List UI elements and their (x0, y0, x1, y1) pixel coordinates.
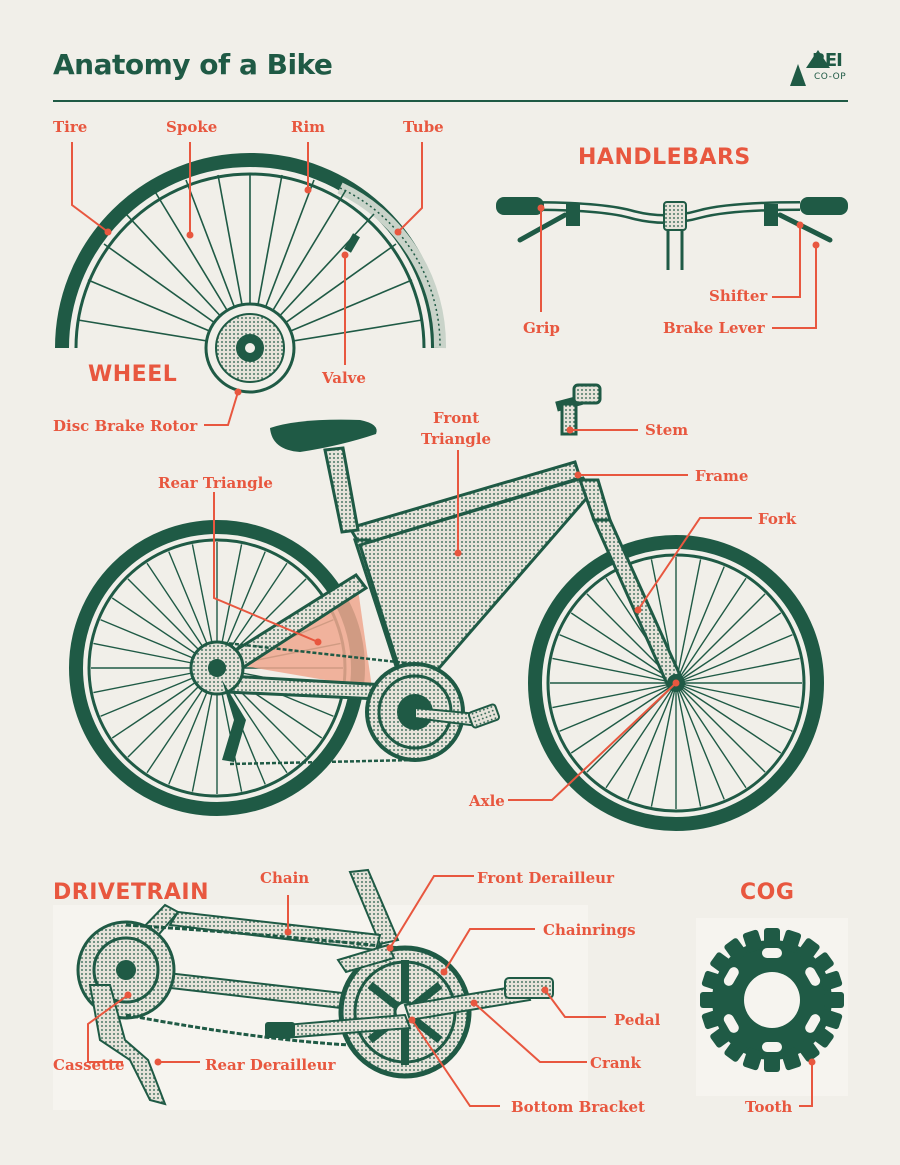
wheel-detail (62, 160, 440, 392)
cog-tooth (824, 992, 844, 1008)
cog-tooth (700, 992, 720, 1008)
label-front-derailleur: Front Derailleur (477, 869, 614, 887)
handlebars-detail (496, 197, 848, 270)
label-frame: Frame (695, 467, 749, 485)
logo-text: REI (812, 50, 842, 71)
label-disc-brake-rotor: Disc Brake Rotor (53, 417, 198, 435)
label-front-triangle-line2: Triangle (421, 430, 492, 448)
label-rear-derailleur: Rear Derailleur (205, 1056, 336, 1074)
spoke (676, 683, 765, 772)
label-chainrings: Chainrings (543, 921, 636, 939)
cog-slot (762, 948, 782, 958)
page-title: Anatomy of a Bike (53, 48, 333, 81)
label-brake-lever: Brake Lever (663, 319, 765, 337)
section-wheel: WHEEL (88, 362, 178, 387)
drivetrain-detail (53, 870, 588, 1110)
label-chain: Chain (260, 869, 310, 887)
spoke (676, 594, 765, 683)
section-drivetrain: DRIVETRAIN (53, 880, 210, 905)
label-front-triangle-line1: Front (433, 409, 480, 427)
cog-tooth (764, 928, 780, 948)
label-crank: Crank (590, 1054, 641, 1072)
label-cassette: Cassette (53, 1056, 125, 1074)
label-rim: Rim (291, 118, 326, 136)
label-rear-triangle: Rear Triangle (158, 474, 273, 492)
label-valve: Valve (322, 369, 366, 387)
section-cog: COG (740, 880, 795, 905)
cog-detail (696, 918, 848, 1096)
label-pedal: Pedal (614, 1011, 661, 1029)
cog-tooth (764, 1052, 780, 1072)
bike-main (76, 385, 817, 824)
label-axle: Axle (469, 792, 505, 810)
label-fork: Fork (758, 510, 797, 528)
label-shifter: Shifter (709, 287, 768, 305)
label-tube: Tube (403, 118, 444, 136)
label-stem: Stem (645, 421, 689, 439)
label-spoke: Spoke (166, 118, 218, 136)
logo-subtext: CO-OP (814, 72, 847, 82)
label-tire: Tire (53, 118, 88, 136)
cog-slot (762, 1042, 782, 1052)
label-tooth: Tooth (745, 1098, 793, 1116)
label-grip: Grip (523, 319, 560, 337)
label-bottom-bracket: Bottom Bracket (511, 1098, 645, 1116)
section-handlebars: HANDLEBARS (578, 145, 751, 170)
